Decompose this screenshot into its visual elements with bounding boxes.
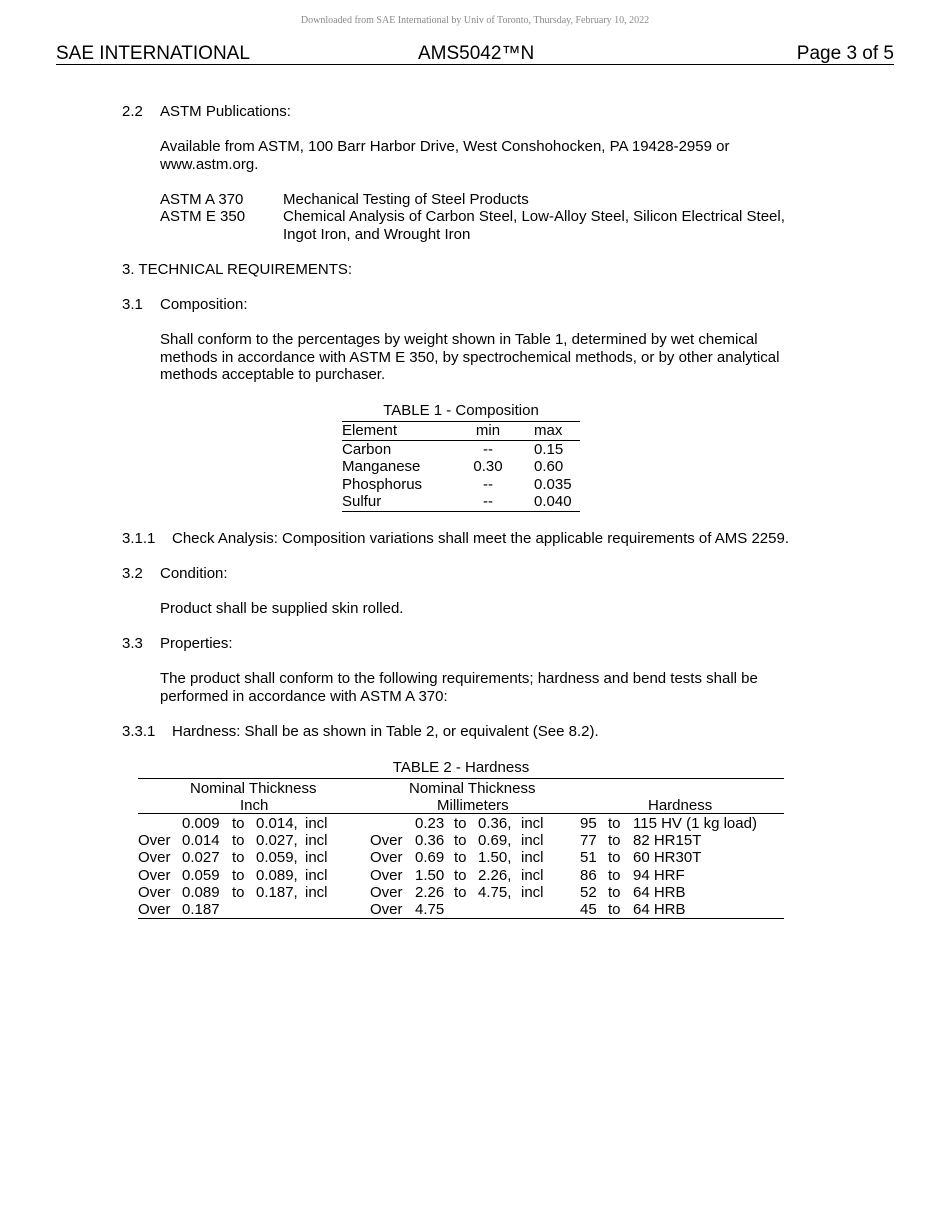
table-cell-mm: to	[454, 832, 467, 850]
table-cell-mm: Over	[370, 866, 403, 884]
properties-text-line: The product shall conform to the following requirements; hardness and bend tests shall be	[160, 670, 758, 687]
table-cell-inch: to	[232, 849, 245, 867]
table-cell-mm: 0.23	[415, 815, 445, 832]
table-cell-mm: to	[454, 866, 467, 884]
table-cell-inch: to	[232, 883, 245, 901]
table-2-title: TABLE 2 - Hardness	[392, 759, 530, 776]
table-cell-inch: 0.027,	[256, 832, 298, 850]
table-cell-inch: to	[232, 832, 245, 850]
table-cell-mm: 2.26,	[478, 866, 512, 884]
column-header: max	[524, 422, 580, 440]
table-cell-inch: Over	[138, 883, 171, 901]
composition-text-line: methods in accordance with ASTM E 350, by spectrochemical methods, or by other analytical	[160, 349, 780, 366]
table-cell-mm: incl	[521, 815, 544, 832]
table-cell-mm: 0.36,	[478, 815, 512, 832]
table-row	[342, 476, 580, 494]
table-cell-hardness: 64 HRB	[633, 883, 686, 901]
header-page-number: Page 3 of 5	[796, 43, 894, 64]
table-1-title: TABLE 1 - Composition	[342, 401, 580, 422]
column-header-inch: Inch	[240, 797, 269, 814]
table-cell-inch: to	[232, 866, 245, 884]
column-header-hardness: Hardness	[648, 797, 713, 814]
table-cell: 0.60	[534, 458, 564, 475]
table-cell-mm: to	[454, 815, 467, 832]
table-cell-mm: 4.75,	[478, 883, 512, 901]
composition-text-line: methods acceptable to purchaser.	[160, 366, 386, 383]
table-row	[342, 458, 580, 476]
table-cell: Sulfur	[342, 493, 452, 511]
table-cell-mm: Over	[370, 901, 403, 918]
table-cell-inch: 0.027	[182, 849, 220, 867]
table-cell-hardness: to	[608, 832, 621, 850]
composition-text-line: Shall conform to the percentages by weight shown in Table 1, determined by wet chemical	[160, 331, 758, 348]
ref-title-continued: Ingot Iron, and Wrought Iron	[283, 226, 471, 243]
table-cell: 0.15	[534, 440, 564, 458]
column-header-mm: Millimeters	[437, 797, 509, 814]
table-cell-inch: incl	[305, 866, 328, 884]
table-cell: Phosphorus	[342, 475, 423, 493]
table-cell-inch: incl	[305, 883, 328, 901]
section-2-2-title: ASTM Publications:	[160, 103, 291, 120]
table-cell-mm: Over	[370, 849, 403, 867]
table-cell-hardness: 52	[580, 883, 597, 901]
table-cell-inch: incl	[305, 815, 328, 832]
ref-title: Chemical Analysis of Carbon Steel, Low-Alloy Steel, Silicon Electrical Steel,	[283, 208, 785, 225]
table-cell-mm: 0.69,	[478, 832, 512, 850]
table-cell-mm: to	[454, 849, 467, 867]
section-3-2-number: 3.2	[122, 565, 143, 582]
table-2-header-rule	[138, 813, 784, 814]
header-org: SAE INTERNATIONAL	[56, 43, 250, 64]
table-2-bottom-rule	[138, 918, 784, 919]
table-cell: 0.30	[473, 458, 503, 475]
table-cell-mm: incl	[521, 849, 544, 867]
table-cell-mm: 1.50,	[478, 849, 512, 867]
properties-text-line: performed in accordance with ASTM A 370:	[160, 688, 448, 705]
section-3-3-title: Properties:	[160, 635, 233, 652]
table-cell-hardness: 77	[580, 832, 597, 850]
column-header-inch: Nominal Thickness	[190, 780, 317, 797]
table-cell-inch: 0.089,	[256, 866, 298, 884]
table-cell-inch: 0.059,	[256, 849, 298, 867]
section-3-2-title: Condition:	[160, 565, 228, 582]
header-rule	[56, 64, 894, 65]
table-cell-mm: 1.50	[415, 866, 445, 884]
composition-table	[342, 422, 580, 512]
table-cell-hardness: 115 HV (1 kg load)	[633, 815, 757, 832]
table-cell-inch: 0.059	[182, 866, 220, 884]
header-doc-number: AMS5042™N	[418, 43, 535, 64]
table-cell-inch: 0.009	[182, 815, 220, 832]
table-cell-inch: 0.014	[182, 832, 220, 850]
ref-code: ASTM E 350	[160, 208, 246, 225]
condition-text: Product shall be supplied skin rolled.	[160, 600, 404, 617]
section-3-1-1-number: 3.1.1	[122, 530, 156, 547]
column-header: min	[452, 422, 524, 440]
table-cell-hardness: to	[608, 901, 621, 918]
table-cell-mm: 4.75	[415, 901, 445, 918]
table-cell-mm: Over	[370, 883, 403, 901]
table-cell-mm: 2.26	[415, 883, 445, 901]
table-cell-hardness: 82 HR15T	[633, 832, 702, 850]
table-cell-mm: 0.69	[415, 849, 445, 867]
table-cell-hardness: 60 HR30T	[633, 849, 702, 867]
table-cell-inch: incl	[305, 849, 328, 867]
table-cell-mm: to	[454, 883, 467, 901]
ref-code: ASTM A 370	[160, 191, 244, 208]
table-cell-hardness: 64 HRB	[633, 901, 686, 918]
table-cell-mm: incl	[521, 832, 544, 850]
table-cell-hardness: to	[608, 815, 621, 832]
section-3-1-number: 3.1	[122, 296, 143, 313]
table-cell-hardness: 95	[580, 815, 597, 832]
table-cell-hardness: to	[608, 883, 621, 901]
table-cell-mm: incl	[521, 866, 544, 884]
section-2-2-number: 2.2	[122, 103, 143, 120]
table-cell-hardness: 51	[580, 849, 597, 867]
table-cell-hardness: 45	[580, 901, 597, 918]
table-cell-inch: 0.089	[182, 883, 220, 901]
table-cell-mm: incl	[521, 883, 544, 901]
table-cell: 0.040	[524, 493, 580, 511]
table-cell: Manganese	[342, 458, 421, 475]
table-cell-inch: 0.187	[182, 901, 220, 918]
ref-title: Mechanical Testing of Steel Products	[283, 191, 529, 208]
table-cell-hardness: 86	[580, 866, 597, 884]
section-3-3-1-number: 3.3.1	[122, 723, 156, 740]
column-header-mm: Nominal Thickness	[409, 780, 536, 797]
table-header-row	[342, 422, 580, 440]
table-cell-inch: Over	[138, 866, 171, 884]
table-cell-inch: Over	[138, 849, 171, 867]
table-cell-mm: Over	[370, 832, 403, 850]
astm-availability-line-1: Available from ASTM, 100 Barr Harbor Drive, West Conshohocken, PA 19428-2959 or	[160, 138, 730, 155]
table-cell-hardness: to	[608, 849, 621, 867]
table-cell-hardness: to	[608, 866, 621, 884]
table-cell: 0.035	[534, 475, 572, 493]
table-cell-hardness: 94 HRF	[633, 866, 685, 884]
table-cell: --	[483, 440, 493, 458]
section-3-1-1-text: Check Analysis: Composition variations shall meet the applicable requirements of AMS 2259.	[172, 530, 789, 547]
table-cell-inch: Over	[138, 901, 171, 918]
section-3-3-number: 3.3	[122, 635, 143, 652]
download-watermark: Downloaded from SAE International by Univ of Toronto, Thursday, February 10, 2022	[300, 15, 650, 26]
astm-availability-line-2: www.astm.org.	[160, 156, 259, 173]
table-row	[342, 440, 580, 458]
table-cell-inch: to	[232, 815, 245, 832]
section-3-title: 3. TECHNICAL REQUIREMENTS:	[122, 261, 353, 278]
section-3-1-title: Composition:	[160, 296, 248, 313]
table-cell: --	[452, 493, 524, 511]
table-cell-inch: 0.014,	[256, 815, 298, 832]
table-2-top-rule	[138, 778, 784, 779]
section-3-3-1-text: Hardness: Shall be as shown in Table 2, or equivalent (See 8.2).	[172, 723, 599, 740]
table-cell-mm: 0.36	[415, 832, 445, 850]
table-cell-inch: incl	[305, 832, 328, 850]
table-row	[342, 493, 580, 511]
table-cell: Carbon	[342, 440, 392, 458]
table-cell: --	[483, 475, 493, 493]
column-header: Element	[342, 422, 452, 440]
table-cell-inch: 0.187,	[256, 883, 298, 901]
table-cell-inch: Over	[138, 832, 171, 850]
